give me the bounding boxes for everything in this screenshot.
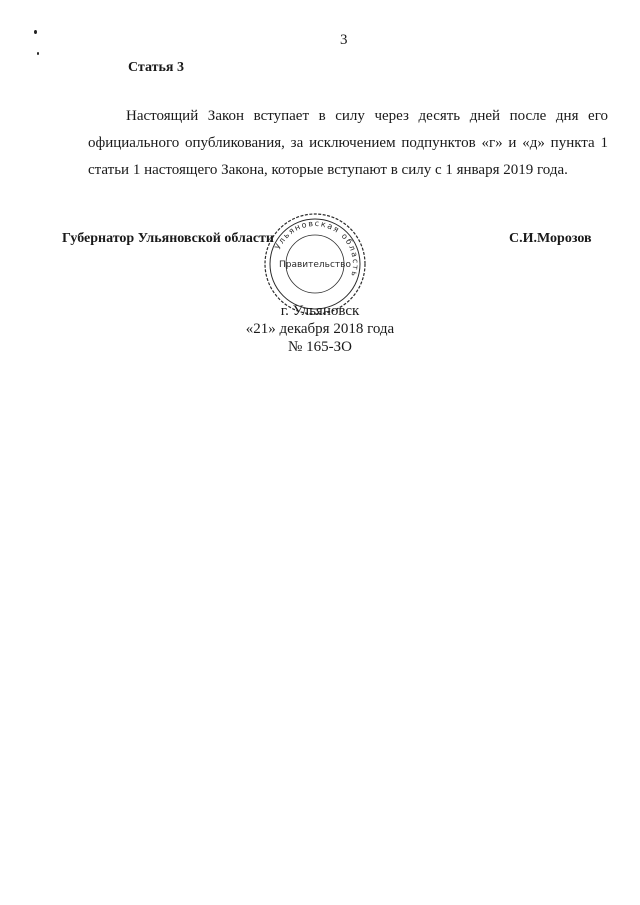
- scan-speck: [37, 52, 39, 55]
- article-paragraph: [88, 103, 608, 184]
- issue-city: г. Ульяновск: [280, 303, 360, 319]
- signatory-title: Губернатор Ульяновской области: [62, 231, 274, 246]
- paragraph-first-line-text: Настоящий Закон вступает в силу через десять дней после дня его: [126, 108, 608, 124]
- scan-speck: [34, 30, 37, 34]
- page-number: 3: [340, 32, 348, 48]
- signatory-name: С.И.Морозов: [509, 231, 592, 246]
- paragraph-continuation: официального опубликования, за исключением подпунктов «г» и «д» пункта 1 статьи 1 настоящего Закона, которые вступают в силу с 1 января 2019 года.: [88, 135, 608, 178]
- paragraph-first-line: [88, 103, 608, 130]
- issue-date: «21» декабря 2018 года: [245, 321, 395, 337]
- law-number: № 165-ЗО: [288, 339, 352, 355]
- official-seal: [263, 212, 367, 316]
- seal-center-text: Правительство: [279, 260, 351, 270]
- seal-ring-text: Ульяновская область: [273, 218, 361, 279]
- article-heading: Статья 3: [128, 60, 184, 75]
